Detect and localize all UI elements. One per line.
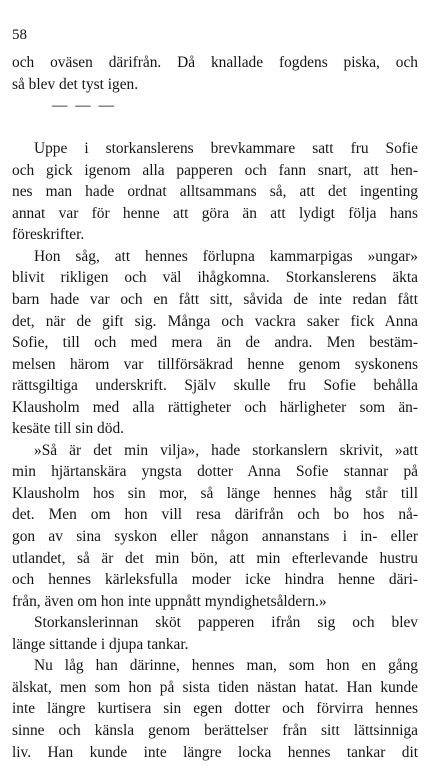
- text-line: blivit rikligen och väl ihågkomna. Storkanslerens äkta: [12, 269, 418, 287]
- text-line: rättsgiltiga underskrift. Själv skulle fru Sofie behålla: [12, 377, 418, 395]
- text-line: älskat, men som hon på sista tiden nästan hatat. Han kunde: [12, 678, 418, 696]
- text-line: föreskrifter.: [12, 226, 85, 244]
- text-line: melsen härom var tillförsäkrad henne genom syskonens: [12, 355, 418, 373]
- blank-line: [12, 117, 418, 139]
- text-line: och gick igenom alla papperen och fann snart, att hen-: [12, 161, 418, 179]
- text-line: och hennes kärleksfulla moder icke hindra henne däri-: [12, 571, 418, 589]
- text-line: från, även om hon inte uppnått myndighetsåldern.»: [12, 592, 327, 610]
- text-line: sinne och känsla genom berättelser från sitt lättsinniga: [12, 721, 418, 739]
- text-line: min hjärtanskära yngsta dotter Anna Sofie stannar på: [12, 463, 418, 481]
- text-line: nes man hade ordnat alltsammans så, att det ingenting: [12, 183, 418, 201]
- text-line: liv. Han kunde inte längre locka hennes tankar dit: [12, 743, 418, 761]
- text-line: och oväsen därifrån. Då knallade fogdens piska, och: [12, 54, 418, 71]
- text-line: det, när de gift sig. Många och vackra saker fick Anna: [12, 312, 418, 330]
- text-line: gon av sina syskon eller någon annanstans i in- eller: [12, 528, 418, 546]
- text-line: Nu låg han därinne, hennes man, som hon en gång: [34, 657, 418, 675]
- text-line: kesäte till sin död.: [12, 420, 124, 438]
- text-line: Uppe i storkanslerens brevkammare satt fru Sofie: [34, 140, 418, 158]
- text-line: länge sittande i djupa tankar.: [12, 635, 189, 653]
- text-line: Hon såg, att hennes förlupna kammarpigas »ungar»: [34, 247, 418, 265]
- page-number: 58: [12, 27, 27, 43]
- text-line: inte längre kurtisera sin egen dotter och förvirra hennes: [12, 700, 418, 718]
- text-line: så blev det tyst igen.: [12, 75, 139, 93]
- text-line: barn hade var och en fått sitt, såvida de inte redan fått: [12, 291, 418, 309]
- text-line: Klausholm hos sin mor, så länge hennes håg står till: [12, 484, 418, 502]
- body-text: [12, 52, 418, 763]
- text-line: Klausholm med alla rättigheter och härligheter som än-: [12, 398, 418, 416]
- text-line: annat var för henne att göra än att lydigt följa hans: [12, 204, 418, 222]
- section-separator: — — —: [52, 97, 116, 115]
- text-line: »Så är det min vilja», hade storkanslern skrivit, »att: [34, 441, 418, 459]
- text-line: utlandet, så är det min bön, att min efterlevande hustru: [12, 549, 418, 567]
- text-line: det. Men om hon vill resa därifrån och bo hos nå-: [12, 506, 418, 524]
- text-line: Storkanslerinnan sköt papperen ifrån sig och blev: [34, 614, 418, 632]
- text-line: Sofie, till och med mera än de andra. Men bestäm-: [12, 334, 418, 352]
